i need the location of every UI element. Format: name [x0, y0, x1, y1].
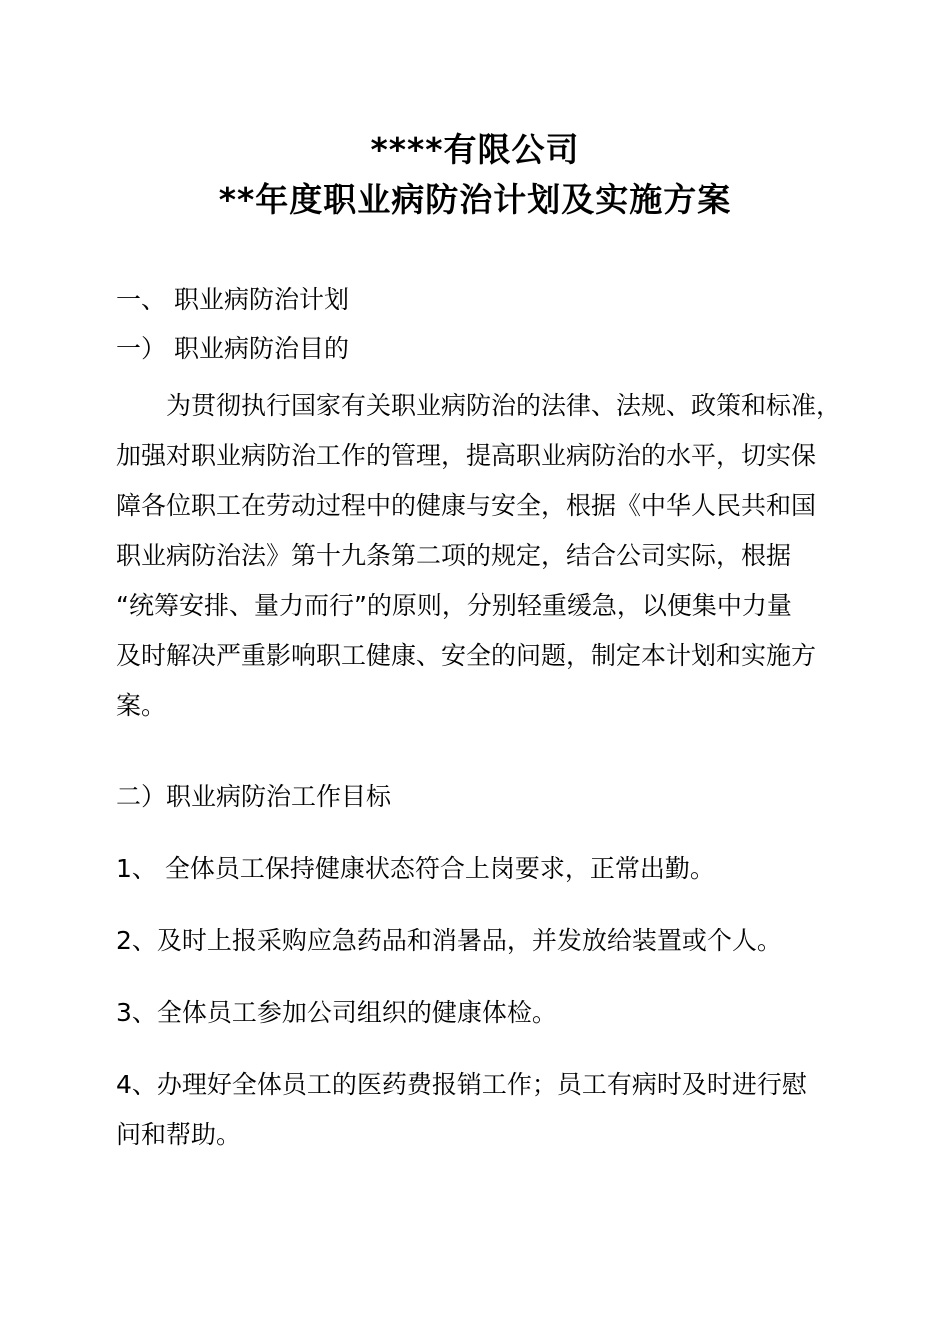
- goal-item-continuation: 问和帮助。: [116, 1120, 242, 1149]
- goal-item: 1、 全体员工保持健康状态符合上岗要求，正常出勤。: [116, 854, 715, 883]
- goal-item: 3、全体员工参加公司组织的健康体检。: [116, 998, 557, 1027]
- paragraph-line: 障各位职工在劳动过程中的健康与安全，根据《中华人民共和国: [116, 491, 817, 520]
- paragraph-line: 为贯彻执行国家有关职业病防治的法律、法规、政策和标准，: [166, 391, 842, 420]
- section-heading-prevention-plan: 一、 职业病防治计划: [116, 285, 349, 314]
- goal-item: 4、办理好全体员工的医药费报销工作；员工有病时及时进行慰: [116, 1070, 807, 1099]
- paragraph-line: 及时解决严重影响职工健康、安全的问题，制定本计划和实施方: [116, 641, 817, 670]
- purpose-paragraph: [116, 381, 842, 731]
- paragraph-line: 案。: [116, 691, 167, 720]
- paragraph-line: 职业病防治法》第十九条第二项的规定，结合公司实际，根据: [116, 541, 792, 570]
- document-title-company: ****有限公司: [370, 130, 580, 169]
- paragraph-line: 加强对职业病防治工作的管理，提高职业病防治的水平，切实保: [116, 441, 817, 470]
- document-title-plan: **年度职业病防治计划及实施方案: [218, 180, 732, 219]
- subsection-heading-goals: 二）职业病防治工作目标: [116, 782, 392, 811]
- goal-item: 2、及时上报采购应急药品和消暑品，并发放给装置或个人。: [116, 926, 782, 955]
- subsection-heading-purpose: 一） 职业病防治目的: [116, 334, 349, 363]
- paragraph-line: “统筹安排、量力而行”的原则，分别轻重缓急，以便集中力量: [116, 591, 792, 620]
